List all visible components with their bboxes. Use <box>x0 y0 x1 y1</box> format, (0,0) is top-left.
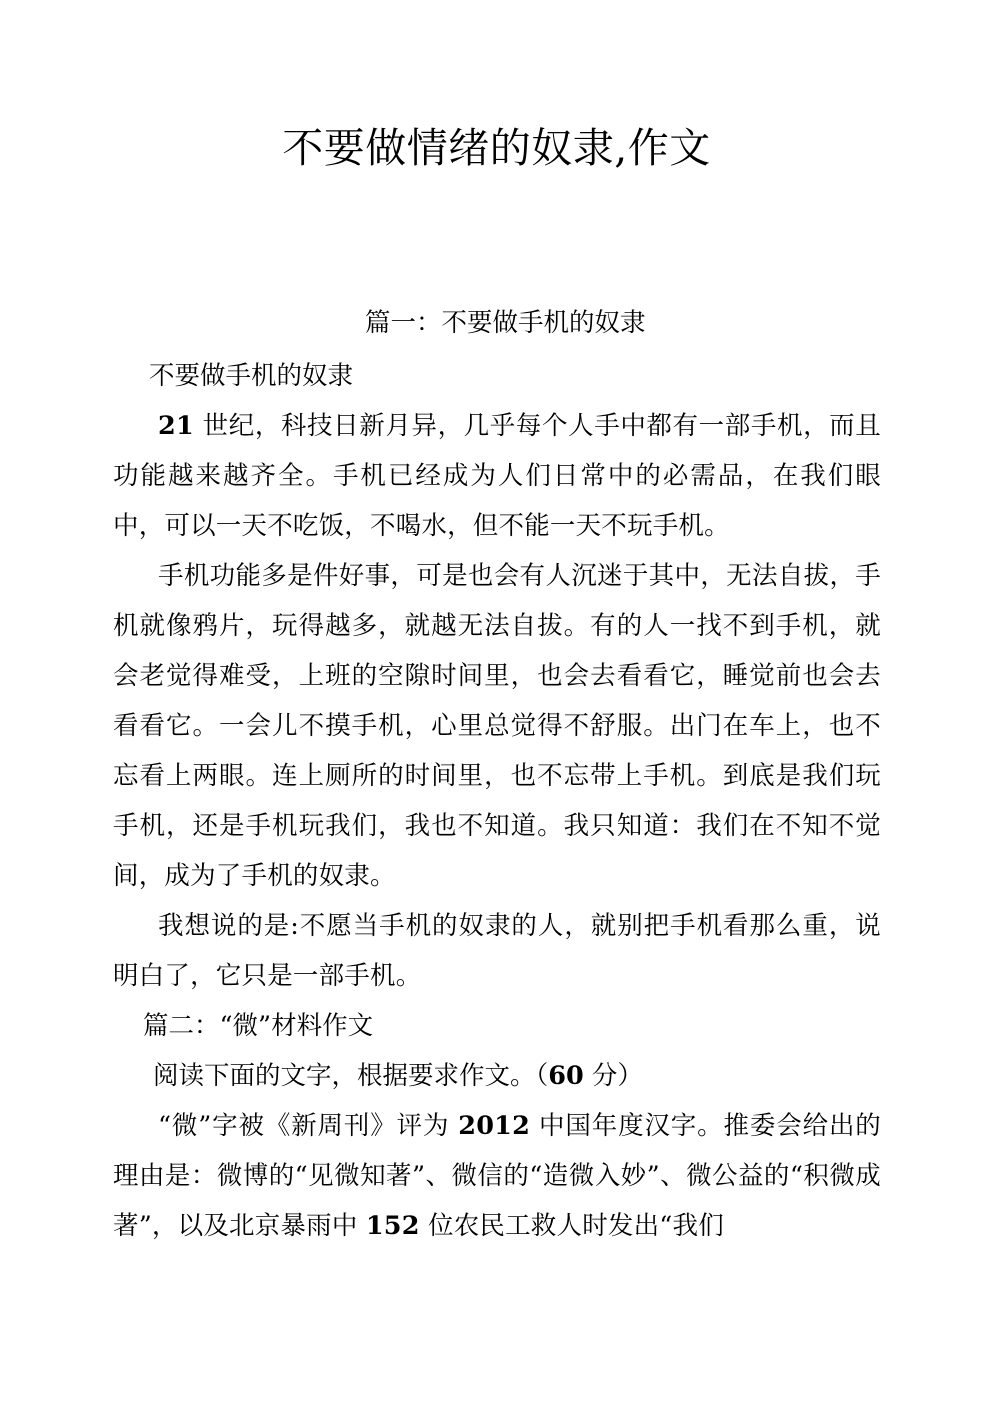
paragraph-p1 <box>113 401 881 551</box>
paragraph-p4 <box>113 1101 881 1251</box>
writing-instruction <box>113 1051 881 1101</box>
paragraph-p4-year: 2012 <box>458 1111 531 1141</box>
paragraph-p2: 手机功能多是件好事，可是也会有人沉迷于其中，无法自拔，手机就像鸦片，玩得越多，就越无法自拔。有的人一找不到手机，就会老觉得难受，上班的空隙时间里，也会去看看它，睡觉前也会去看看它。一会儿不摸手机，心里总觉得不舒服。出门在车上，也不忘看上两眼。连上厕所的时间里，也不忘带上手机。到底是我们玩手机，还是手机玩我们，我也不知道。我只知道：我们在不知不觉间，成为了手机的奴隶。 <box>113 561 881 891</box>
paragraph-p1-text: 世纪，科技日新月异，几乎每个人手中都有一部手机，而且功能越来越齐全。手机已经成为人们日常中的必需品，在我们眼中，可以一天不吃饭，不喝水，但不能一天不玩手机。 <box>113 411 881 541</box>
paragraph-p3: 我想说的是:不愿当手机的奴隶的人，就别把手机看那么重，说明白了，它只是一部手机。 <box>113 911 881 991</box>
paragraph-p4-segment-1: “微”字被《新周刊》评为 <box>158 1111 459 1141</box>
section-subheading-pian-yi: 不要做手机的奴隶 <box>149 361 354 391</box>
page-title: 不要做情绪的奴隶,作文 <box>282 124 711 172</box>
document-body <box>113 298 881 1251</box>
section-heading-pian-er: 篇二：“微”材料作文 <box>143 1011 374 1041</box>
paragraph-p4-segment-3: 位农民工救人时发出“我们 <box>419 1211 724 1241</box>
writing-instruction-suffix: 分） <box>583 1061 643 1091</box>
writing-instruction-prefix: 阅读下面的文字，根据要求作文。（ <box>153 1061 549 1091</box>
paragraph-p4-segment-2: 中国年度汉字。推委会给出的理由是：微博的“见微知著”、微信的“造微入妙”、微公益的“积微成著”，以及北京暴雨中 <box>113 1111 881 1241</box>
paragraph-p4-count: 152 <box>365 1211 420 1241</box>
writing-instruction-score: 60 <box>548 1061 584 1091</box>
section-heading-pian-yi: 篇一：不要做手机的奴隶 <box>365 308 646 338</box>
paragraph-p1-leading-number: 21 <box>158 411 194 441</box>
